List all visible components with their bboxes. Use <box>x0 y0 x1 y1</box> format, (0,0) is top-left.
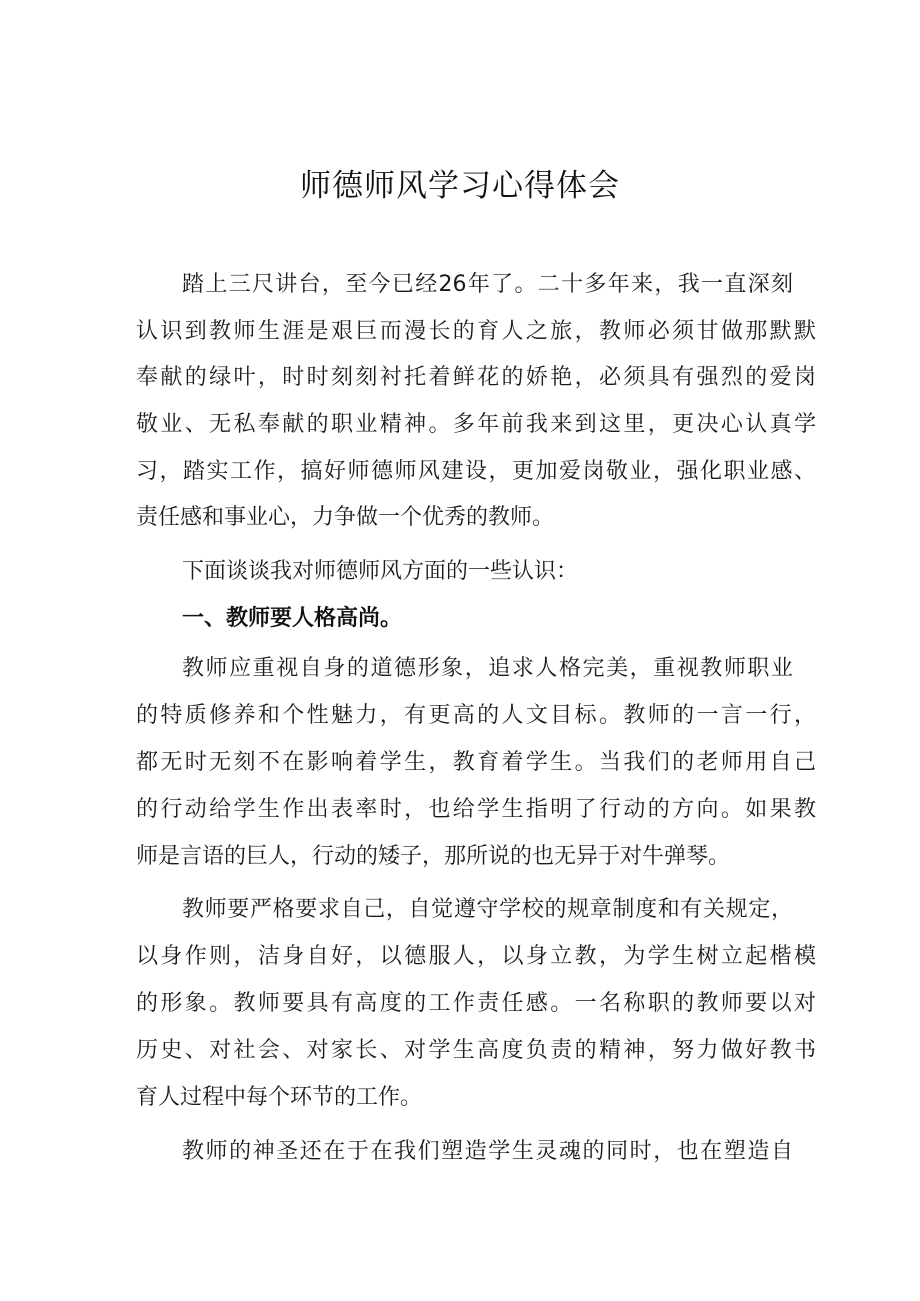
paragraph-5-line-1: 教师的神圣还在于在我们塑造学生灵魂的同时，也在塑造自 <box>182 1139 793 1164</box>
paragraph-4-line-5: 育人过程中每个环节的工作。 <box>136 1085 423 1110</box>
paragraph-4-line-2: 以身作则，洁身自好，以德服人，以身立教，为学生树立起楷模 <box>136 944 816 969</box>
document-title: 师德师风学习心得体会 <box>300 168 620 204</box>
paragraph-3-line-1: 教师应重视自身的道德形象，追求人格完美，重视教师职业 <box>182 656 793 681</box>
paragraph-3-line-4: 的行动给学生作出表率时，也给学生指明了行动的方向。如果教 <box>136 797 816 822</box>
paragraph-3-line-2: 的特质修养和个性魅力，有更高的人文目标。教师的一言一行， <box>136 703 816 728</box>
section-heading-1: 一、教师要人格高尚。 <box>182 606 403 631</box>
paragraph-3-line-3: 都无时无刻不在影响着学生，教育着学生。当我们的老师用自己 <box>136 750 816 775</box>
paragraph-4-line-1: 教师要严格要求自己，自觉遵守学校的规章制度和有关规定， <box>182 897 793 922</box>
paragraph-1-line-2: 认识到教师生涯是艰巨而漫长的育人之旅，教师必须甘做那默默 <box>136 319 816 344</box>
paragraph-2-line-1: 下面谈谈我对师德师风方面的一些认识： <box>182 559 579 584</box>
paragraph-1-line-4: 敬业、无私奉献的职业精神。多年前我来到这里，更决心认真学 <box>136 412 816 437</box>
paragraph-1-line-6: 责任感和事业心，力争做一个优秀的教师。 <box>136 505 555 530</box>
paragraph-4-line-3: 的形象。教师要具有高度的工作责任感。一名称职的教师要以对 <box>136 991 816 1016</box>
paragraph-1-line-3: 奉献的绿叶，时时刻刻衬托着鲜花的娇艳，必须具有强烈的爱岗 <box>136 365 816 390</box>
paragraph-1-line-1: 踏上三尺讲台，至今已经26年了。二十多年来，我一直深刻 <box>182 272 793 297</box>
paragraph-1-line-5: 习，踏实工作，搞好师德师风建设，更加爱岗敬业，强化职业感、 <box>136 459 816 484</box>
paragraph-3-line-5: 师是言语的巨人，行动的矮子，那所说的也无异于对牛弹琴。 <box>136 844 731 869</box>
paragraph-4-line-4: 历史、对社会、对家长、对学生高度负责的精神，努力做好教书 <box>136 1038 816 1063</box>
